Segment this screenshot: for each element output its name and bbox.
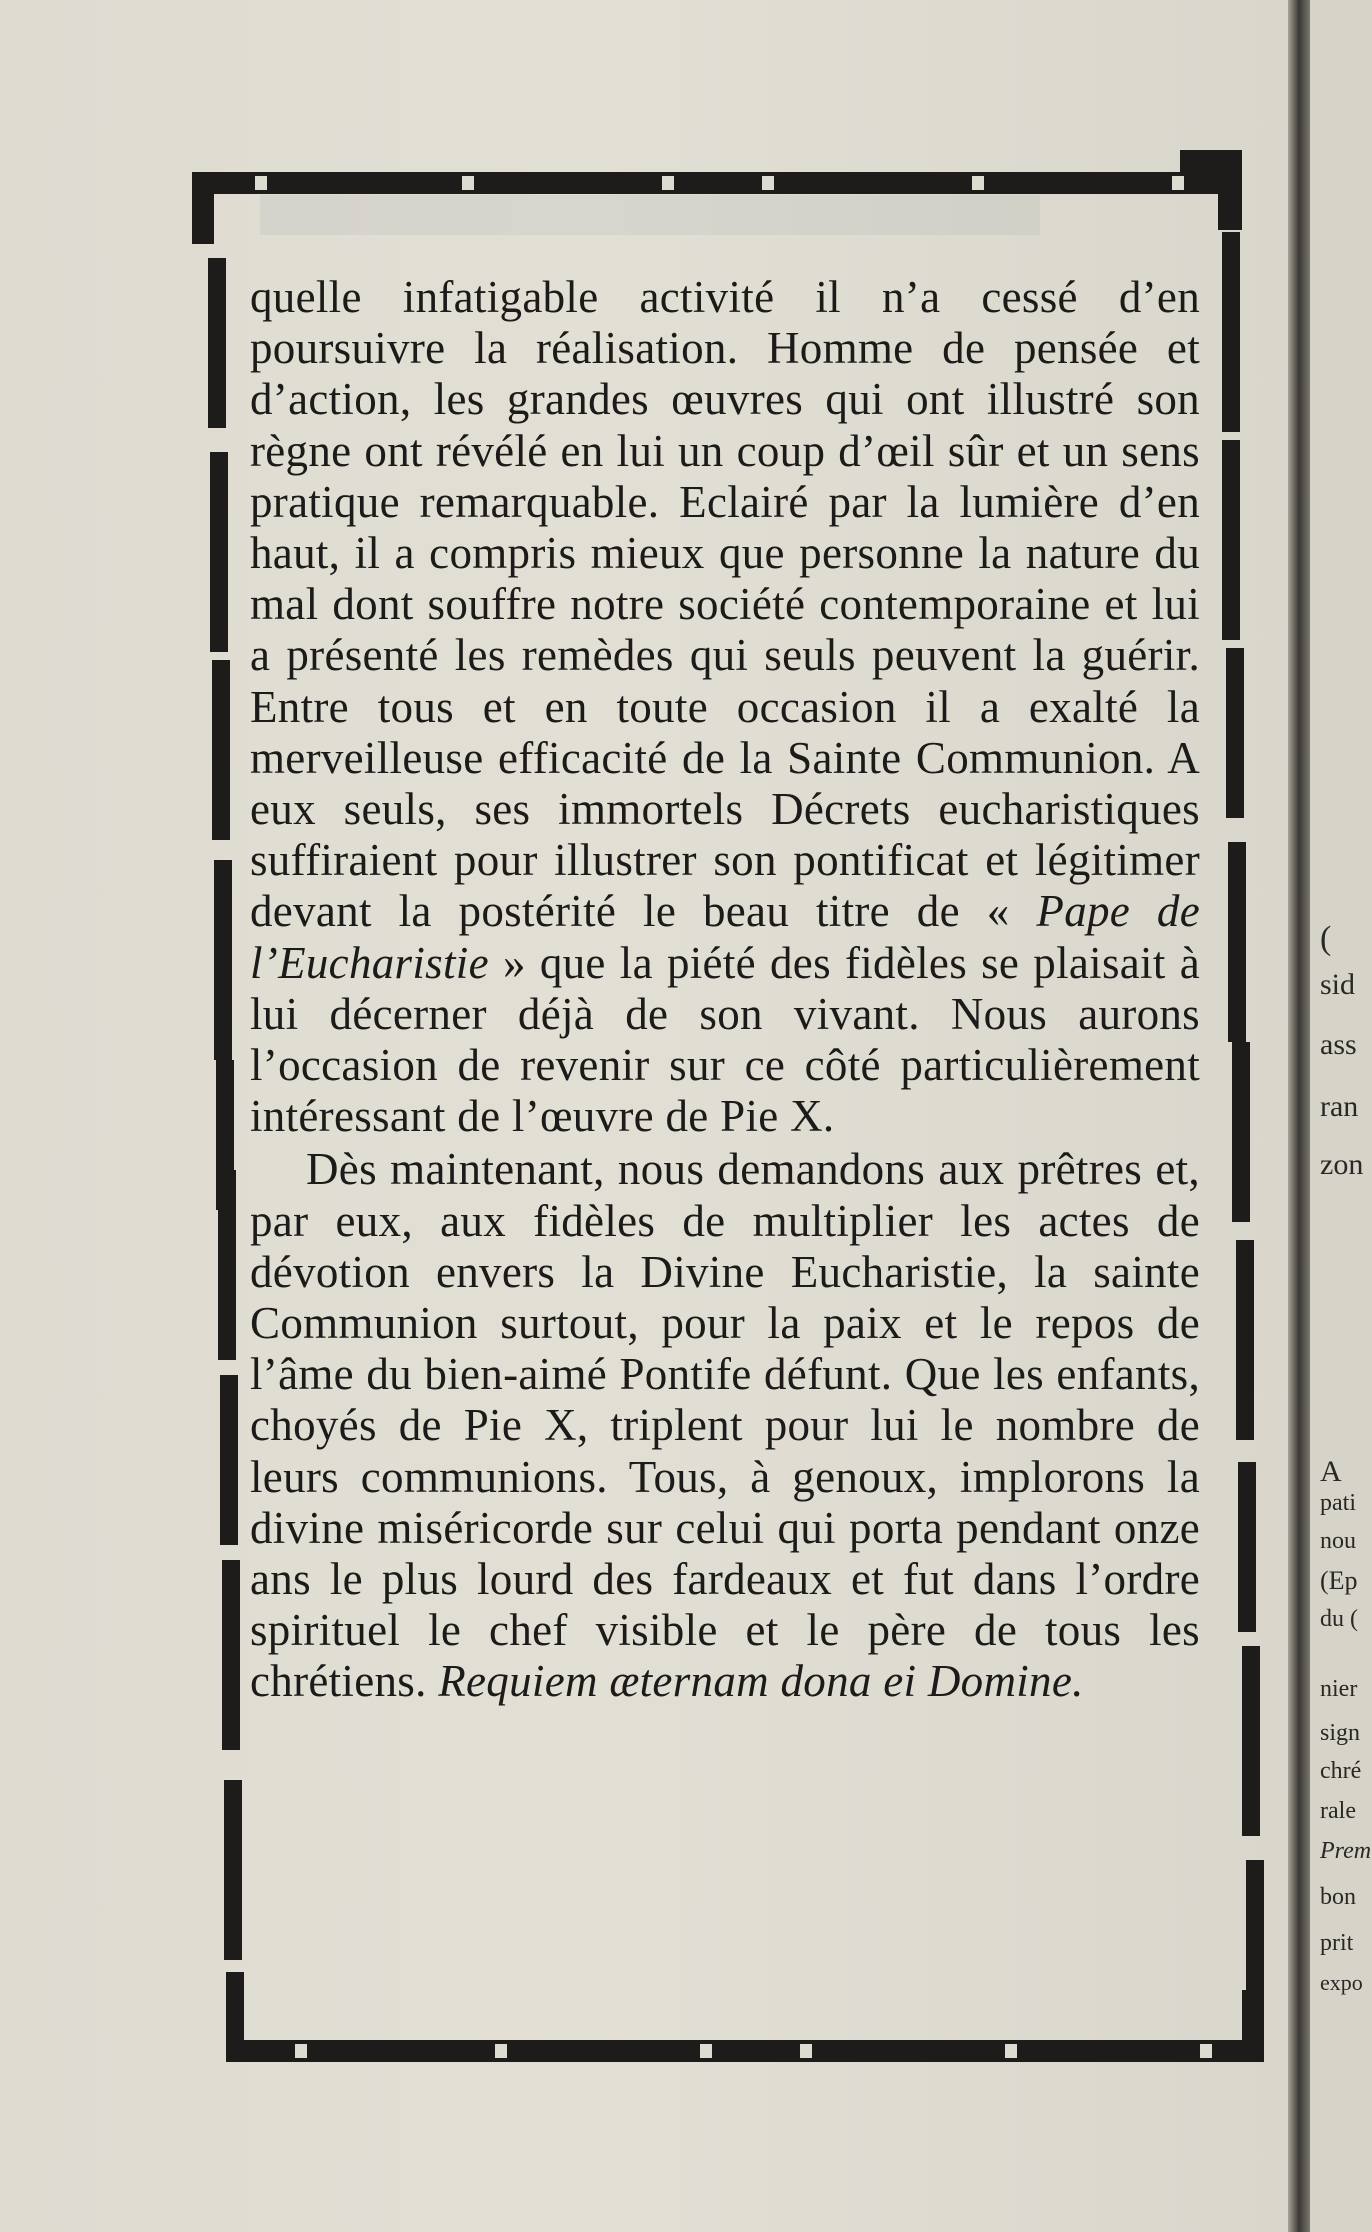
next-page-fragment: chré (1320, 1758, 1362, 1784)
paragraph-2 (250, 1144, 1200, 1707)
next-page-fragment: rale (1320, 1798, 1356, 1824)
paragraph-2-text: Dès maintenant, nous demandons aux prêtres et, par eux, aux fidèles de multiplier les actes de dévotion envers la Divine Eucharistie, la sainte Communion surtout, pour la paix et le repos de l’âme du bien-aimé Pontife défunt. Que les enfants, choyés de Pie X, triplent pour lui le nombre de leurs communions. Tous, à genoux, implorons la divine miséricorde sur celui qui porta pendant onze ans le plus lourd des fardeaux et fut dans l’ordre spirituel le chef visible et le père de tous les chrétiens. (250, 1144, 1200, 1707)
next-page-fragment: Prem (1320, 1838, 1372, 1864)
next-page-fragment: sign (1320, 1720, 1361, 1746)
next-page-fragment: zon (1320, 1148, 1364, 1181)
next-page-edge (1310, 0, 1372, 2232)
next-page-fragment: ass (1320, 1028, 1357, 1061)
next-page-fragment: bon (1320, 1884, 1356, 1910)
next-page-fragment: sid (1320, 968, 1356, 1001)
paragraph-1-text: quelle infatigable activité il n’a cessé d’en poursuivre la réalisation. Homme de pensée et d’action, les grandes œuvres qui ont illustré son règne ont révélé en lui un coup d’œil sûr et un sens pratique remarquable. Eclairé par la lumière d’en haut, il a compris mieux que personne la nature du mal dont souffre notre société contemporaine et lui a présenté les remèdes qui seuls peuvent la guérir. Entre tous et en toute occasion il a exalté la merveilleuse efficacité de la Sainte Communion. A eux seuls, ses immortels Décrets eucharistiques suffiraient pour illustrer son pontificat et légitimer devant la postérité le beau titre de « (250, 272, 1200, 937)
next-page-fragment: nier (1320, 1676, 1358, 1702)
next-page-fragment: A (1320, 1455, 1342, 1488)
article-text (250, 272, 1200, 2012)
next-page-fragment: ( (1320, 920, 1332, 957)
next-page-fragment: prit (1320, 1930, 1354, 1956)
bleed-through-shadow (260, 195, 1040, 235)
next-page-fragment: nou (1320, 1528, 1356, 1554)
paragraph-1-italic: Pape de l’Eucharistie (250, 886, 1200, 988)
paragraph-1 (250, 272, 1200, 1142)
next-page-fragment: du ( (1320, 1606, 1358, 1632)
next-page-fragment: pati (1320, 1490, 1356, 1516)
next-page-fragment: ran (1320, 1090, 1359, 1123)
paragraph-2-italic: Requiem æternam dona ei Domine. (438, 1656, 1084, 1707)
book-gutter (1288, 0, 1310, 2232)
next-page-fragment: (Ep (1320, 1566, 1358, 1595)
paragraph-1-tail: » que la piété des fidèles se plaisait à lui décerner déjà de son vivant. Nous aurons l’occasion de revenir sur ce côté particulièrement intéressant de l’œuvre de Pie X. (250, 937, 1200, 1142)
next-page-fragment: expo (1320, 1970, 1363, 1995)
